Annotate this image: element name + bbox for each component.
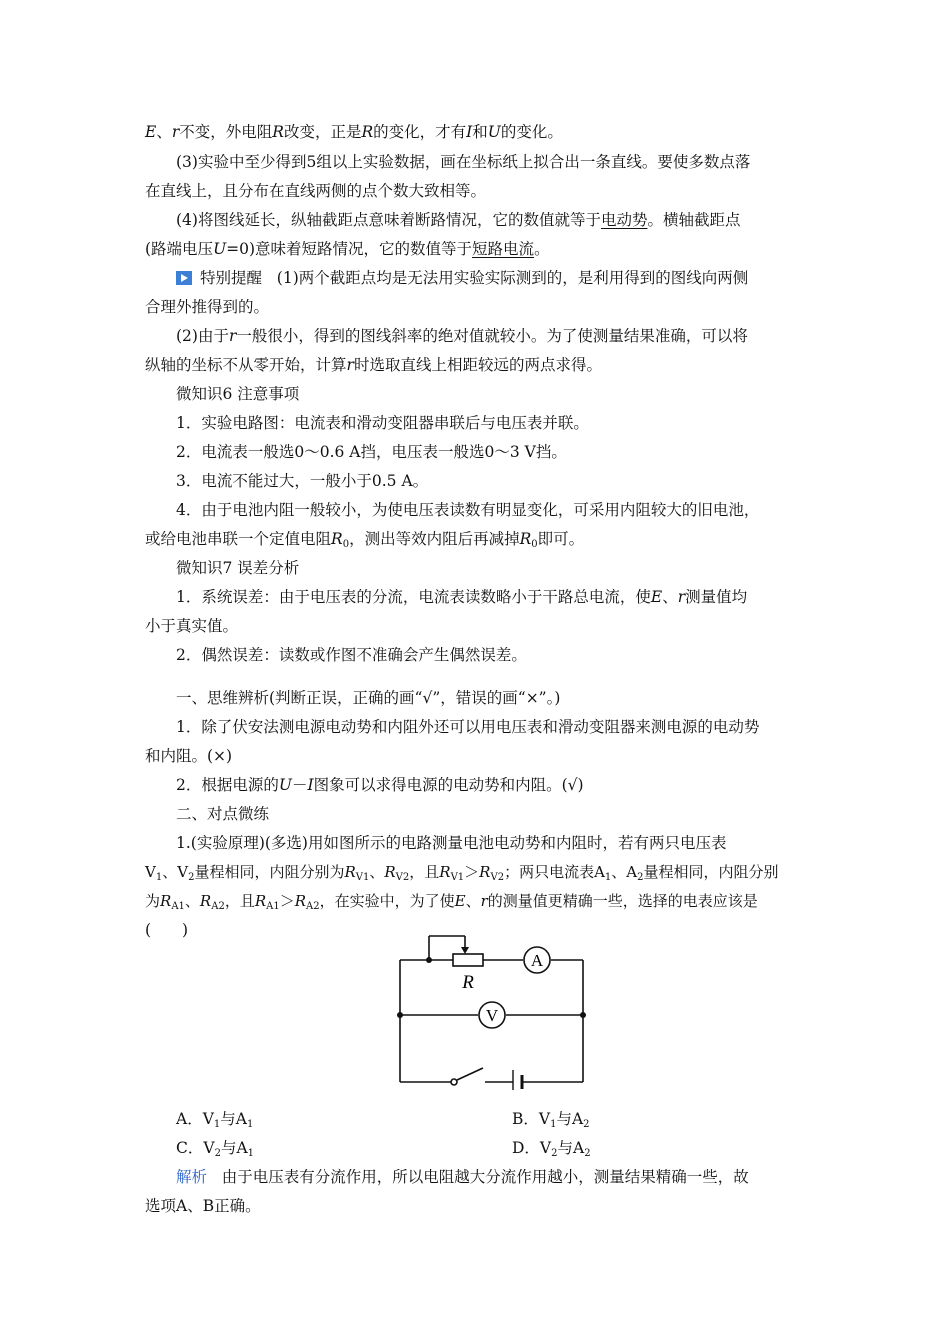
paragraph-line: E、r不变，外电阻R改变，正是R的变化，才有I和U的变化。 (145, 123, 563, 141)
text: 纵轴的坐标不从零开始，计算 (145, 356, 347, 374)
subscript: 0 (531, 539, 538, 550)
text: (2)由于 (176, 327, 229, 345)
text: 。横轴截距点 (647, 211, 741, 229)
text: (路端电压 (145, 240, 214, 258)
option-a[interactable]: A．$V_1$与$A_1$ (176, 1110, 254, 1130)
symbol: U (278, 776, 292, 794)
text: 不变，外电阻 (179, 123, 273, 141)
section-title: 微知识7 误差分析 (176, 559, 300, 577)
text: 时选取直线上相距较远的两点求得。 (353, 356, 602, 374)
text: =0)意味着短路情况，它的数值等于 (226, 240, 473, 258)
question: 1．除了伏安法测电源电动势和内阻外还可以用电压表和滑动变阻器来测电源的电动势 (176, 718, 760, 736)
voltmeter-label: V (485, 1006, 499, 1025)
list-item: 2．电流表一般选0～0.6 A挡，电压表一般选0～3 V挡。 (176, 443, 567, 461)
underlined-term: 短路电流 (472, 240, 535, 258)
paragraph-line (176, 208, 856, 232)
question-stem: $V_1$、$V_2$量程相同，内阻分别为$R_{V1}$、$R_{V2}$，且$R_{V1}>R_{V2}$；两只电流表$A_1$、$A_2$量程相同，内阻分别 (145, 863, 779, 883)
text: 即可。 (537, 530, 585, 548)
paragraph-line (145, 353, 825, 377)
symbol: r (677, 588, 686, 606)
text: (1)两个截距点均是无法用实验实际测到的，是利用得到的图线向两侧 (276, 269, 749, 287)
list-item: 2．偶然误差：读数或作图不准确会产生偶然误差。 (176, 646, 527, 664)
question (176, 773, 856, 797)
text: 或给电池串联一个定值电阻 (145, 530, 332, 548)
paragraph-line: 在直线上，且分布在直线两侧的点个数大致相等。 (145, 182, 487, 200)
section-title: 一、思维辨析(判断正误，正确的画“√”，错误的画“×”。) (176, 689, 561, 707)
text: 改变，正是 (283, 123, 362, 141)
subscript: 0 (342, 539, 350, 550)
list-item: 4．由于电池内阻一般较小，为使电压表读数有明显变化，可采用内阻较大的旧电池， (176, 501, 760, 519)
option-d[interactable]: D．$V_2$与$A_2$ (512, 1139, 591, 1159)
switch-pivot (451, 1079, 457, 1085)
symbol: U (213, 240, 227, 258)
text: 。 (534, 240, 550, 258)
text: (4)将图线延长，纵轴截距点意味着断路情况，它的数值就等于 (176, 211, 601, 229)
underlined-term: 电动势 (600, 211, 648, 229)
slider-arrow-icon (461, 947, 469, 954)
ammeter-label: A (530, 951, 544, 970)
paragraph-line (176, 324, 856, 348)
section-title: 二、对点微练 (176, 805, 270, 823)
answer-analysis: 选项A、B正确。 (145, 1197, 261, 1215)
text: 的变化。 (500, 123, 563, 141)
question-stem: 为$R_{A1}$、$R_{A2}$，且$R_{A1}>R_{A2}$，在实验中，为了使E、r的测量值更精确一些，选择的电表应该是 (145, 892, 758, 912)
text: 、 (662, 588, 678, 606)
symbol: r (171, 123, 180, 141)
answer-blank: ( ) (145, 921, 189, 939)
resistor (453, 954, 483, 966)
list-item (145, 527, 825, 557)
symbol: U (487, 123, 501, 141)
symbol: E (145, 123, 157, 141)
symbol: R (272, 123, 284, 141)
symbol: E (650, 588, 663, 606)
symbol: I (307, 776, 314, 794)
text: 图象可以求得电源的电动势和内阻。(√) (313, 776, 584, 794)
symbol: r (346, 356, 354, 374)
text: 2．根据电源的 (176, 776, 279, 794)
junction-dot (580, 1012, 586, 1018)
answer-analysis (176, 1165, 856, 1189)
tip-label: 特别提醒 (200, 269, 263, 287)
text: － (291, 776, 308, 794)
symbol: R (519, 530, 532, 548)
list-item (176, 585, 856, 609)
circuit-diagram (385, 925, 595, 1090)
text: 一般很小，得到的图线斜率的绝对值就较小。为了使测量结果准确，可以将 (236, 327, 748, 345)
list-item: 3．电流不能过大，一般小于0.5 A。 (176, 472, 429, 490)
question-stem: 1.(实验原理)(多选)用如图所示的电路测量电池电动势和内阻时，若有两只电压表 (176, 834, 727, 852)
text: 1．系统误差：由于电压表的分流，电流表读数略小于干路总电流，使 (176, 588, 651, 606)
paragraph-line (145, 237, 825, 261)
list-item: 1．实验电路图：电流表和滑动变阻器串联后与电压表并联。 (176, 414, 589, 432)
analysis-label: 解析 (176, 1168, 208, 1186)
symbol: r (228, 327, 237, 345)
resistor-label: R (462, 972, 474, 993)
symbol: I (466, 123, 473, 141)
text: 测量值均 (685, 588, 748, 606)
symbol: R (331, 530, 343, 548)
section-title: 微知识6 注意事项 (176, 385, 300, 403)
junction-dot (397, 1012, 403, 1018)
option-c[interactable]: C．$V_2$与$A_1$ (176, 1139, 255, 1159)
text: 和 (472, 123, 488, 141)
text: 由于电压表有分流作用，所以电阻越大分流作用越小，测量结果精确一些，故 (221, 1168, 749, 1186)
symbol: R (361, 123, 374, 141)
question: 和内阻。(×) (145, 747, 233, 765)
text: ，测出等效内阻后再减掉 (349, 530, 520, 548)
option-b[interactable]: B．$V_1$与$A_2$ (512, 1110, 590, 1130)
switch-blade (457, 1068, 483, 1080)
junction-dot (426, 957, 432, 963)
play-icon (176, 271, 192, 285)
paragraph-line: 合理外推得到的。 (145, 298, 270, 316)
paragraph-line: (3)实验中至少得到5组以上实验数据，画在坐标纸上拟合出一条直线。要使多数点落 (176, 153, 751, 171)
list-item: 小于真实值。 (145, 617, 239, 635)
tip-line (176, 266, 856, 290)
text: 的变化，才有 (373, 123, 467, 141)
